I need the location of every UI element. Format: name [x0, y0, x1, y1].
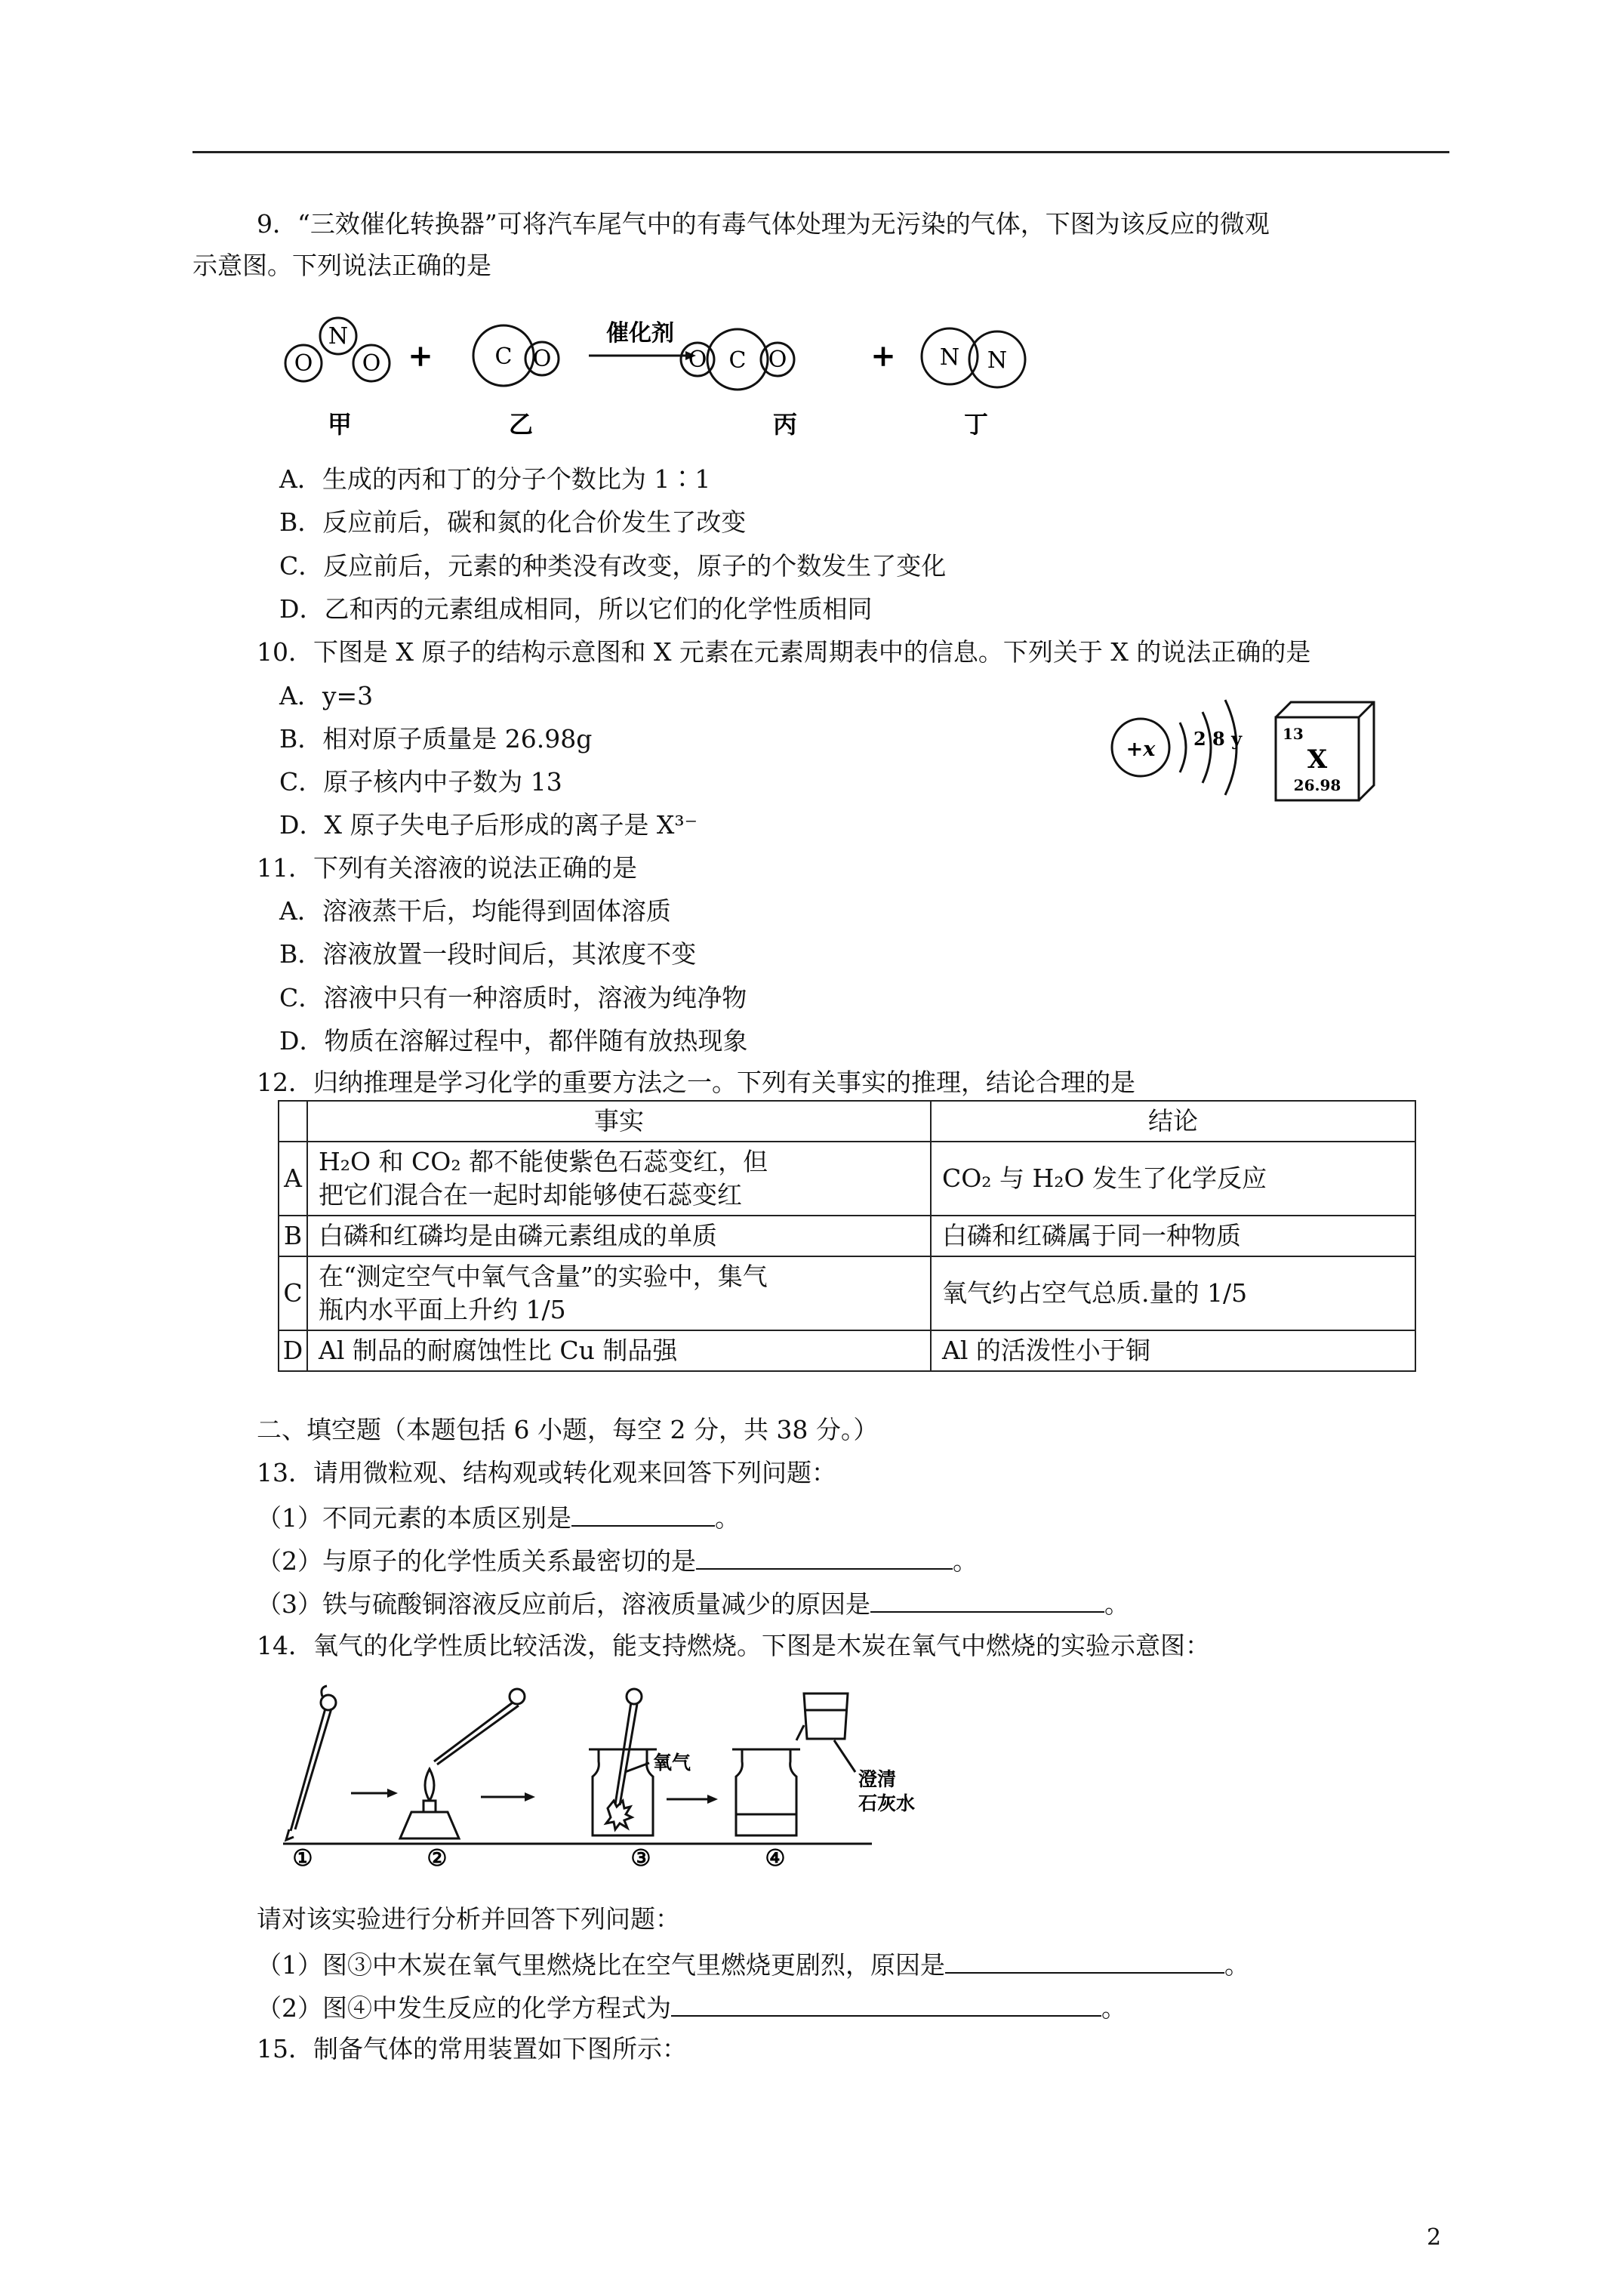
atom-o: O [362, 350, 381, 377]
table-header-row [279, 1101, 1415, 1142]
q13-item-3 [257, 1586, 1129, 1621]
q11-option-a: A．溶液蒸干后，均能得到固体溶质 [279, 896, 671, 926]
atom-o: O [688, 347, 707, 373]
label-bing: 丙 [772, 410, 798, 439]
atom-o: O [294, 350, 313, 377]
row-fact-line1: H₂O 和 CO₂ 都不能使紫色石蕊变红，但 [319, 1147, 768, 1176]
q14-stem: 14．氧气的化学性质比较活泼，能支持燃烧。下图是木炭在氧气中燃烧的实验示意图： [257, 1631, 1210, 1660]
periodic-table-cell [1272, 698, 1378, 804]
q11-option-c: C．溶液中只有一种溶质时，溶液为纯净物 [279, 983, 747, 1012]
step-4-label: ④ [765, 1845, 786, 1869]
row-fact [307, 1256, 931, 1330]
table-row [279, 1142, 1415, 1216]
q9-option-b: B．反应前后，碳和氮的化合价发生了改变 [279, 507, 747, 537]
answer-blank[interactable] [870, 1586, 1104, 1613]
period: 。 [953, 1546, 978, 1576]
q13-stem: 13．请用微粒观、结构观或转化观来回答下列问题： [257, 1458, 836, 1487]
table-corner-cell [279, 1101, 307, 1142]
nucleus-label: +x [1126, 738, 1156, 761]
step-1-label: ① [292, 1845, 313, 1869]
row-key: A [279, 1142, 307, 1216]
page-number: 2 [1427, 2224, 1442, 2251]
section-2-heading: 二、填空题（本题包括 6 小题，每空 2 分，共 38 分。） [257, 1415, 879, 1444]
row-fact: Al 制品的耐腐蚀性比 Cu 制品强 [307, 1330, 931, 1371]
catalyst-label: 催化剂 [606, 320, 674, 347]
limewater-label-1: 澄清 [858, 1768, 897, 1790]
q10-option-b: B．相对原子质量是 26.98g [279, 724, 593, 754]
label-ding: 丁 [963, 410, 989, 439]
row-conclusion: Al 的活泼性小于铜 [931, 1330, 1415, 1371]
row-key: C [279, 1256, 307, 1330]
reaction-diagram [279, 306, 1049, 457]
q9-stem-line2: 示意图。下列说法正确的是 [192, 251, 491, 280]
period: 。 [1224, 1950, 1249, 1980]
q13-item-1-text: （1）不同元素的本质区别是 [257, 1503, 571, 1533]
electron-shells: 2 8 y [1193, 728, 1243, 750]
atom-c: C [494, 344, 513, 370]
q9-option-d: D．乙和丙的元素组成相同，所以它们的化学性质相同 [279, 594, 873, 624]
q13-item-2 [257, 1542, 978, 1578]
row-conclusion: CO₂ 与 H₂O 发生了化学反应 [931, 1142, 1415, 1216]
header-fact: 事实 [307, 1101, 931, 1142]
atom-n: N [328, 323, 349, 350]
q13-item-3-text: （3）铁与硫酸铜溶液反应前后，溶液质量减少的原因是 [257, 1589, 870, 1619]
q9-stem-line1: 9．“三效催化转换器”可将汽车尾气中的有毒气体处理为无污染的气体，下图为该反应的微观 [257, 209, 1270, 239]
answer-blank[interactable] [571, 1499, 715, 1527]
label-jia: 甲 [327, 410, 353, 439]
atom-o: O [532, 346, 552, 372]
atomic-number: 13 [1283, 725, 1304, 743]
plus-sign: + [870, 338, 896, 374]
atom-structure-diagram [1106, 691, 1257, 819]
q10-stem: 10．下图是 X 原子的结构示意图和 X 元素在元素周期表中的信息。下列关于 X 的说法正确的是 [257, 637, 1311, 667]
header-rule [192, 151, 1449, 153]
row-fact-line2: 把它们混合在一起时却能够使石蕊变红 [319, 1180, 742, 1210]
atom-o: O [768, 347, 787, 373]
q10-option-d: D．X 原子失电子后形成的离子是 X³⁻ [279, 810, 698, 840]
atom-n: N [939, 344, 960, 371]
q13-item-1 [257, 1499, 740, 1535]
label-yi: 乙 [508, 410, 534, 439]
q9-option-c: C．反应前后，元素的种类没有改变，原子的个数发生了变化 [279, 551, 947, 581]
q9-option-a: A．生成的丙和丁的分子个数比为 1∶1 [279, 464, 711, 494]
oxygen-label: 氧气 [653, 1752, 691, 1774]
row-fact-line1: 在“测定空气中氧气含量”的实验中，集气 [319, 1262, 768, 1291]
period: 。 [1101, 1993, 1126, 2023]
row-conclusion: 白磷和红磷属于同一种物质 [931, 1216, 1415, 1256]
table-row [279, 1256, 1415, 1330]
q14-item-1 [257, 1946, 1249, 1982]
element-symbol: X [1307, 744, 1328, 775]
row-key: B [279, 1216, 307, 1256]
atom-n: N [987, 347, 1008, 374]
row-key: D [279, 1330, 307, 1371]
table-row [279, 1330, 1415, 1371]
answer-blank[interactable] [696, 1542, 953, 1570]
period: 。 [715, 1503, 740, 1533]
row-conclusion: 氧气约占空气总质.量的 1/5 [931, 1256, 1415, 1330]
atomic-mass: 26.98 [1293, 776, 1341, 794]
limewater-label-2: 石灰水 [858, 1792, 916, 1814]
header-conclusion: 结论 [931, 1101, 1415, 1142]
q12-stem: 12．归纳推理是学习化学的重要方法之一。下列有关事实的推理，结论合理的是 [257, 1068, 1135, 1097]
step-2-label: ② [427, 1845, 448, 1869]
period: 。 [1104, 1589, 1129, 1619]
plus-sign: + [408, 338, 433, 374]
q15-stem: 15．制备气体的常用装置如下图所示： [257, 2034, 687, 2063]
q10-option-a: A．y=3 [279, 681, 374, 710]
q13-item-2-text: （2）与原子的化学性质关系最密切的是 [257, 1546, 696, 1576]
table-row [279, 1216, 1415, 1256]
answer-blank[interactable] [671, 1989, 1101, 2017]
charcoal-combustion-figure [276, 1680, 940, 1869]
q11-option-b: B．溶液放置一段时间后，其浓度不变 [279, 939, 697, 969]
atom-c: C [728, 347, 747, 374]
step-3-label: ③ [630, 1845, 651, 1869]
answer-blank[interactable] [945, 1946, 1224, 1974]
q14-item-1-text: （1）图③中木炭在氧气里燃烧比在空气里燃烧更剧烈，原因是 [257, 1950, 945, 1980]
q11-option-d: D．物质在溶解过程中，都伴随有放热现象 [279, 1026, 748, 1056]
row-fact [307, 1142, 931, 1216]
reasoning-table [278, 1100, 1416, 1372]
row-fact: 白磷和红磷均是由磷元素组成的单质 [307, 1216, 931, 1256]
q10-option-c: C．原子核内中子数为 13 [279, 767, 562, 797]
q14-item-2 [257, 1989, 1126, 2025]
row-fact-line2: 瓶内水平面上升约 1/5 [319, 1295, 566, 1324]
q11-stem: 11．下列有关溶液的说法正确的是 [257, 853, 637, 883]
q14-item-2-text: （2）图④中发生反应的化学方程式为 [257, 1993, 671, 2023]
q14-prompt: 请对该实验进行分析并回答下列问题： [257, 1904, 680, 1934]
